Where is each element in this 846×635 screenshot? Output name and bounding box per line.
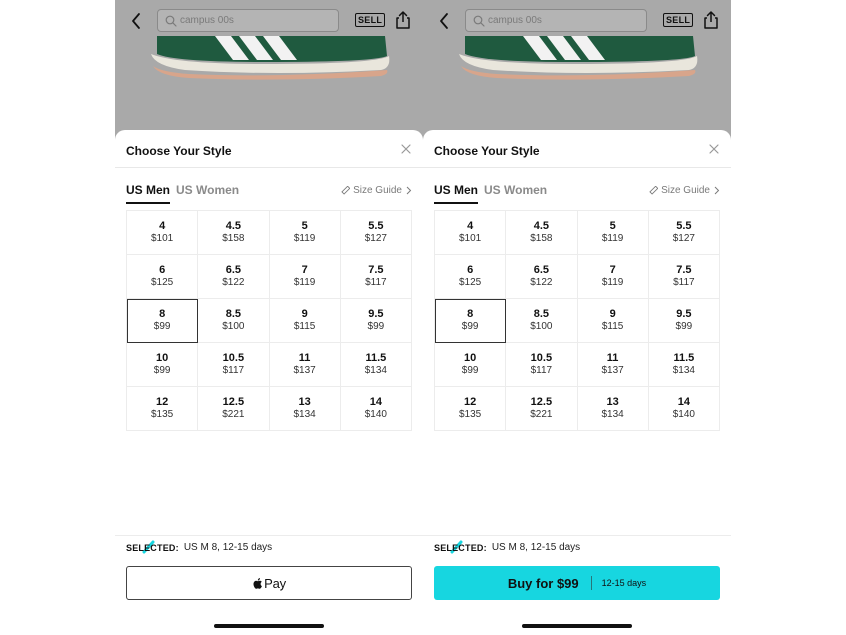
size-price: $101 [151,233,174,244]
size-option[interactable] [270,387,341,431]
buy-button[interactable] [434,566,720,600]
size-option[interactable] [435,343,506,387]
close-icon[interactable] [401,144,411,154]
size-value: 10 [464,352,477,364]
size-option[interactable] [270,343,341,387]
size-price: $99 [153,365,171,376]
size-option[interactable] [506,211,577,255]
size-value: 4 [159,220,166,232]
size-value: 14 [369,396,382,408]
phone-screen-right [423,0,731,635]
size-option[interactable] [649,255,720,299]
size-option[interactable] [127,255,198,299]
buy-button-label: Buy for $99 [507,575,579,591]
home-indicator [214,624,324,628]
size-option[interactable] [435,211,506,255]
size-option[interactable] [198,299,269,343]
share-icon[interactable] [394,10,412,30]
size-price: $158 [222,233,245,244]
size-option[interactable] [270,211,341,255]
size-value: 8.5 [533,308,550,320]
size-option[interactable] [198,387,269,431]
close-icon[interactable] [709,144,719,154]
size-price: $127 [672,233,695,244]
size-option[interactable] [435,387,506,431]
size-price: $100 [530,321,553,332]
size-price: $115 [293,321,316,332]
size-value: 13 [298,396,311,408]
selected-value: US M 8, 12-15 days [491,542,581,553]
phone-screen-left [115,0,423,635]
search-box[interactable] [157,9,339,32]
size-option[interactable] [435,299,506,343]
size-price: $119 [601,233,624,244]
size-value: 11 [606,352,619,364]
size-value: 6.5 [225,264,242,276]
size-price: $122 [222,277,245,288]
top-bar [423,8,731,34]
size-option[interactable] [506,387,577,431]
size-value: 5.5 [368,220,384,232]
size-option[interactable] [506,343,577,387]
size-option[interactable] [578,255,649,299]
size-grid [126,210,412,431]
size-price: $135 [151,409,174,420]
size-price: $140 [364,409,387,420]
tab-us-women[interactable]: US Women [484,183,548,197]
size-price: $125 [151,277,174,288]
size-price: $134 [293,409,316,420]
size-value: 7.5 [676,264,692,276]
size-price: $221 [530,409,553,420]
size-option[interactable] [270,299,341,343]
size-price: $134 [672,365,695,376]
size-price: $119 [293,233,316,244]
size-value: 13 [606,396,619,408]
size-option[interactable] [506,255,577,299]
size-price: $221 [222,409,245,420]
size-option[interactable] [578,299,649,343]
size-option[interactable] [127,211,198,255]
sheet-title: Choose Your Style [434,144,540,158]
size-value: 6 [159,264,166,276]
size-value: 12.5 [222,396,245,408]
size-value: 12.5 [530,396,553,408]
size-option[interactable] [341,211,412,255]
size-price: $117 [673,277,695,288]
size-price: $115 [601,321,624,332]
size-price: $99 [675,321,693,332]
size-value: 4 [467,220,474,232]
size-price: $99 [461,321,479,332]
size-value: 12 [464,396,477,408]
size-guide-link[interactable] [341,185,412,196]
size-grid [434,210,720,431]
home-indicator [522,624,632,628]
size-price: $137 [601,365,624,376]
sell-button[interactable]: SELL [663,13,693,27]
size-option[interactable] [341,387,412,431]
size-price: $99 [461,365,479,376]
size-option[interactable] [578,387,649,431]
size-option[interactable] [649,343,720,387]
size-value: 10.5 [530,352,553,364]
size-value: 7 [301,264,308,276]
size-value: 9.5 [368,308,384,320]
size-value: 11.5 [673,352,695,364]
size-option[interactable] [341,343,412,387]
search-box[interactable] [465,9,647,32]
size-option[interactable] [578,343,649,387]
size-value: 9 [301,308,308,320]
footer-divider [115,535,423,536]
size-option[interactable] [649,299,720,343]
size-option[interactable] [578,211,649,255]
size-value: 9.5 [676,308,692,320]
size-value: 5 [301,220,308,232]
size-price: $117 [222,365,245,376]
selected-summary [126,542,272,553]
size-price: $125 [459,277,482,288]
tab-us-men[interactable]: US Men [434,183,478,204]
sell-button[interactable]: SELL [355,13,385,27]
size-option[interactable] [270,255,341,299]
sheet-divider [115,167,423,168]
size-price: $99 [367,321,385,332]
selected-summary [434,542,580,553]
selected-label: SELECTED: [434,543,487,553]
size-price: $134 [601,409,624,420]
shoe-image [453,36,703,84]
chevron-right-icon [713,186,720,195]
size-price: $134 [364,365,387,376]
size-selection-sheet [423,130,731,635]
size-option[interactable] [127,299,198,343]
search-input[interactable] [180,13,330,28]
ruler-icon [649,186,658,195]
chevron-right-icon [405,186,412,195]
sheet-divider [423,167,731,168]
size-price: $122 [530,277,553,288]
buy-button-delivery-days: 12-15 days [601,578,647,588]
size-price: $158 [530,233,553,244]
selected-value: US M 8, 12-15 days [183,542,273,553]
size-option[interactable] [127,387,198,431]
size-price: $119 [293,277,316,288]
size-price: $101 [459,233,482,244]
size-price: $117 [365,277,387,288]
size-value: 4.5 [533,220,550,232]
size-value: 8 [159,308,166,320]
size-guide-link[interactable] [649,185,720,196]
search-icon [473,15,485,27]
apple-pay-button[interactable] [126,566,412,600]
back-arrow-icon[interactable] [129,11,143,31]
size-option[interactable] [127,343,198,387]
buy-button-separator [591,576,592,590]
top-bar [115,8,423,34]
back-arrow-icon[interactable] [437,11,451,31]
size-value: 11.5 [365,352,387,364]
size-value: 8 [467,308,474,320]
size-price: $135 [459,409,482,420]
size-option[interactable] [341,255,412,299]
apple-icon [252,577,263,590]
size-price: $119 [601,277,624,288]
size-value: 11 [298,352,311,364]
size-selection-sheet [115,130,423,635]
selected-label: SELECTED: [126,543,179,553]
ruler-icon [341,186,350,195]
size-option[interactable] [341,299,412,343]
size-value: 10.5 [222,352,245,364]
size-option[interactable] [506,299,577,343]
size-value: 14 [677,396,690,408]
size-price: $127 [364,233,387,244]
size-guide-label: Size Guide [661,185,710,196]
shoe-image [145,36,395,84]
size-price: $137 [293,365,316,376]
size-option[interactable] [198,255,269,299]
search-input[interactable] [488,13,638,28]
tab-us-men[interactable]: US Men [126,183,170,204]
size-value: 9 [609,308,616,320]
size-value: 4.5 [225,220,242,232]
size-option[interactable] [198,343,269,387]
size-value: 10 [156,352,169,364]
size-guide-label: Size Guide [353,185,402,196]
size-value: 6 [467,264,474,276]
size-price: $100 [222,321,245,332]
apple-pay-label: Pay [264,575,286,591]
sheet-title: Choose Your Style [126,144,232,158]
size-value: 12 [156,396,169,408]
size-option[interactable] [649,387,720,431]
size-price: $117 [530,365,553,376]
size-value: 7.5 [368,264,384,276]
size-price: $99 [153,321,171,332]
size-value: 8.5 [225,308,242,320]
share-icon[interactable] [702,10,720,30]
size-value: 6.5 [533,264,550,276]
footer-divider [423,535,731,536]
size-value: 7 [609,264,616,276]
tab-us-women[interactable]: US Women [176,183,240,197]
size-value: 5.5 [676,220,692,232]
size-value: 5 [609,220,616,232]
size-option[interactable] [198,211,269,255]
size-option[interactable] [649,211,720,255]
size-option[interactable] [435,255,506,299]
size-price: $140 [672,409,695,420]
search-icon [165,15,177,27]
